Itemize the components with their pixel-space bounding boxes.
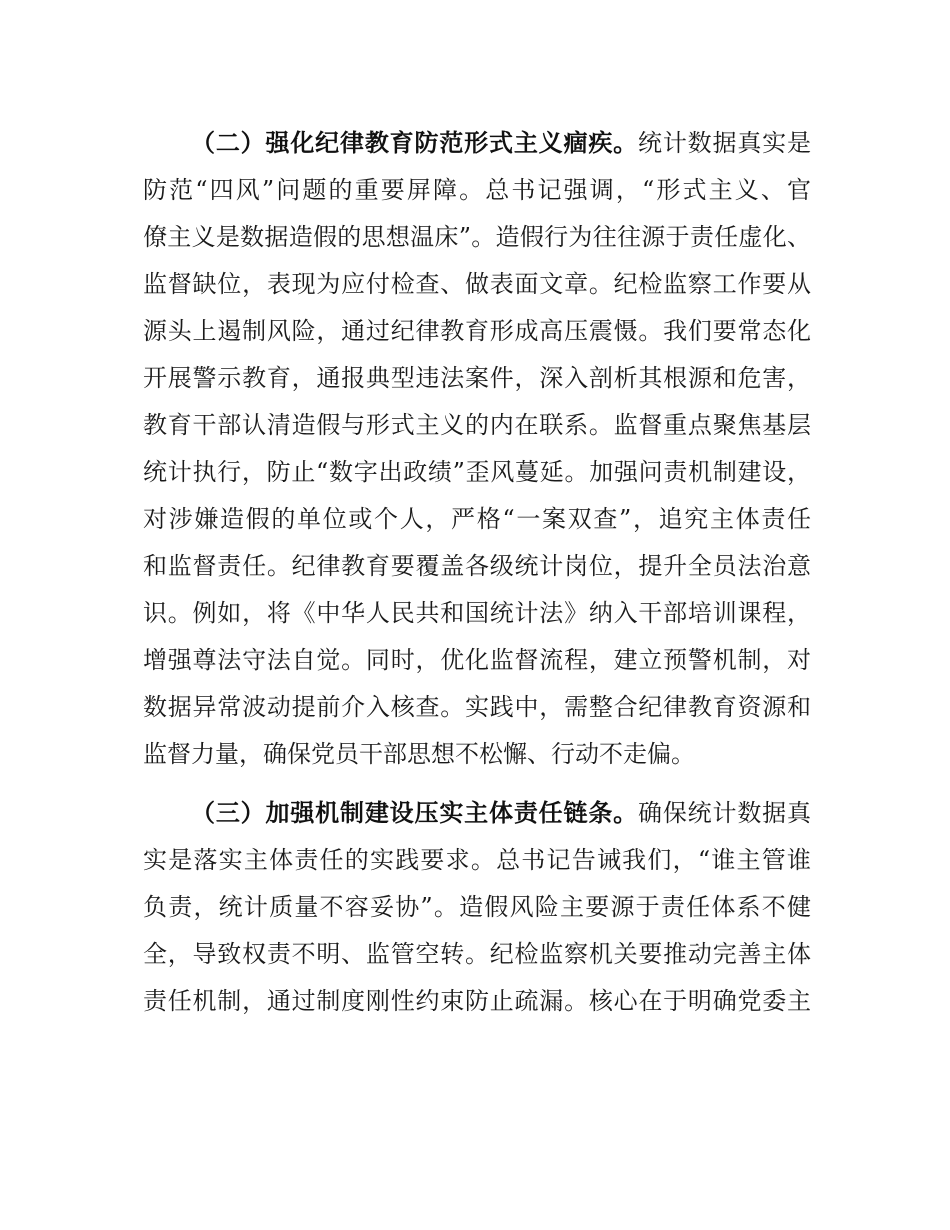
- paragraph-line: 源头上遏制风险，通过纪律教育形成高压震慑。我们要常态化: [143, 317, 811, 345]
- paragraph-line: 全，导致权责不明、监管空转。纪检监察机关要推动完善主体: [143, 940, 811, 968]
- paragraph-line: 开展警示教育，通报典型违法案件，深入剖析其根源和危害，: [143, 364, 811, 392]
- section-heading: （二）强化纪律教育防范形式主义痼疾。: [191, 129, 638, 157]
- paragraph-2: [143, 120, 811, 778]
- paragraph-3: [143, 790, 811, 1025]
- paragraph-line: 数据异常波动提前介入核查。实践中，需整合纪律教育资源和: [143, 693, 811, 721]
- paragraph-line: 负责，统计质量不容妥协”。造假风险主要源于责任体系不健: [143, 893, 811, 921]
- paragraph-line: 教育干部认清造假与形式主义的内在联系。监督重点聚焦基层: [143, 411, 811, 439]
- paragraph-text: 确保统计数据真: [638, 799, 811, 827]
- paragraph-line: 监督力量，确保党员干部思想不松懈、行动不走偏。: [143, 740, 695, 768]
- paragraph-line: 僚主义是数据造假的思想温床”。造假行为往往源于责任虚化、: [143, 223, 811, 251]
- paragraph-line: 增强尊法守法自觉。同时，优化监督流程，建立预警机制，对: [143, 646, 811, 674]
- paragraph-line: 和监督责任。纪律教育要覆盖各级统计岗位，提升全员法治意: [143, 552, 811, 580]
- paragraph-line: 责任机制，通过制度刚性约束防止疏漏。核心在于明确党委主: [143, 987, 811, 1015]
- paragraph-line: [143, 790, 811, 837]
- section-heading: （三）加强机制建设压实主体责任链条。: [191, 799, 638, 827]
- paragraph-line: 识。例如，将《中华人民共和国统计法》纳入干部培训课程，: [143, 599, 811, 627]
- paragraph-line: 对涉嫌造假的单位或个人，严格“一案双查”，追究主体责任: [143, 505, 811, 533]
- document-body: [143, 120, 811, 1037]
- paragraph-line: 实是落实主体责任的实践要求。总书记告诫我们，“谁主管谁: [143, 846, 811, 874]
- paragraph-line: 统计执行，防止“数字出政绩”歪风蔓延。加强问责机制建设，: [143, 458, 811, 486]
- paragraph-line: 防范“四风”问题的重要屏障。总书记强调，“形式主义、官: [143, 176, 811, 204]
- paragraph-text: 统计数据真实是: [638, 129, 811, 157]
- paragraph-line: 监督缺位，表现为应付检查、做表面文章。纪检监察工作要从: [143, 270, 811, 298]
- paragraph-line: [143, 120, 811, 167]
